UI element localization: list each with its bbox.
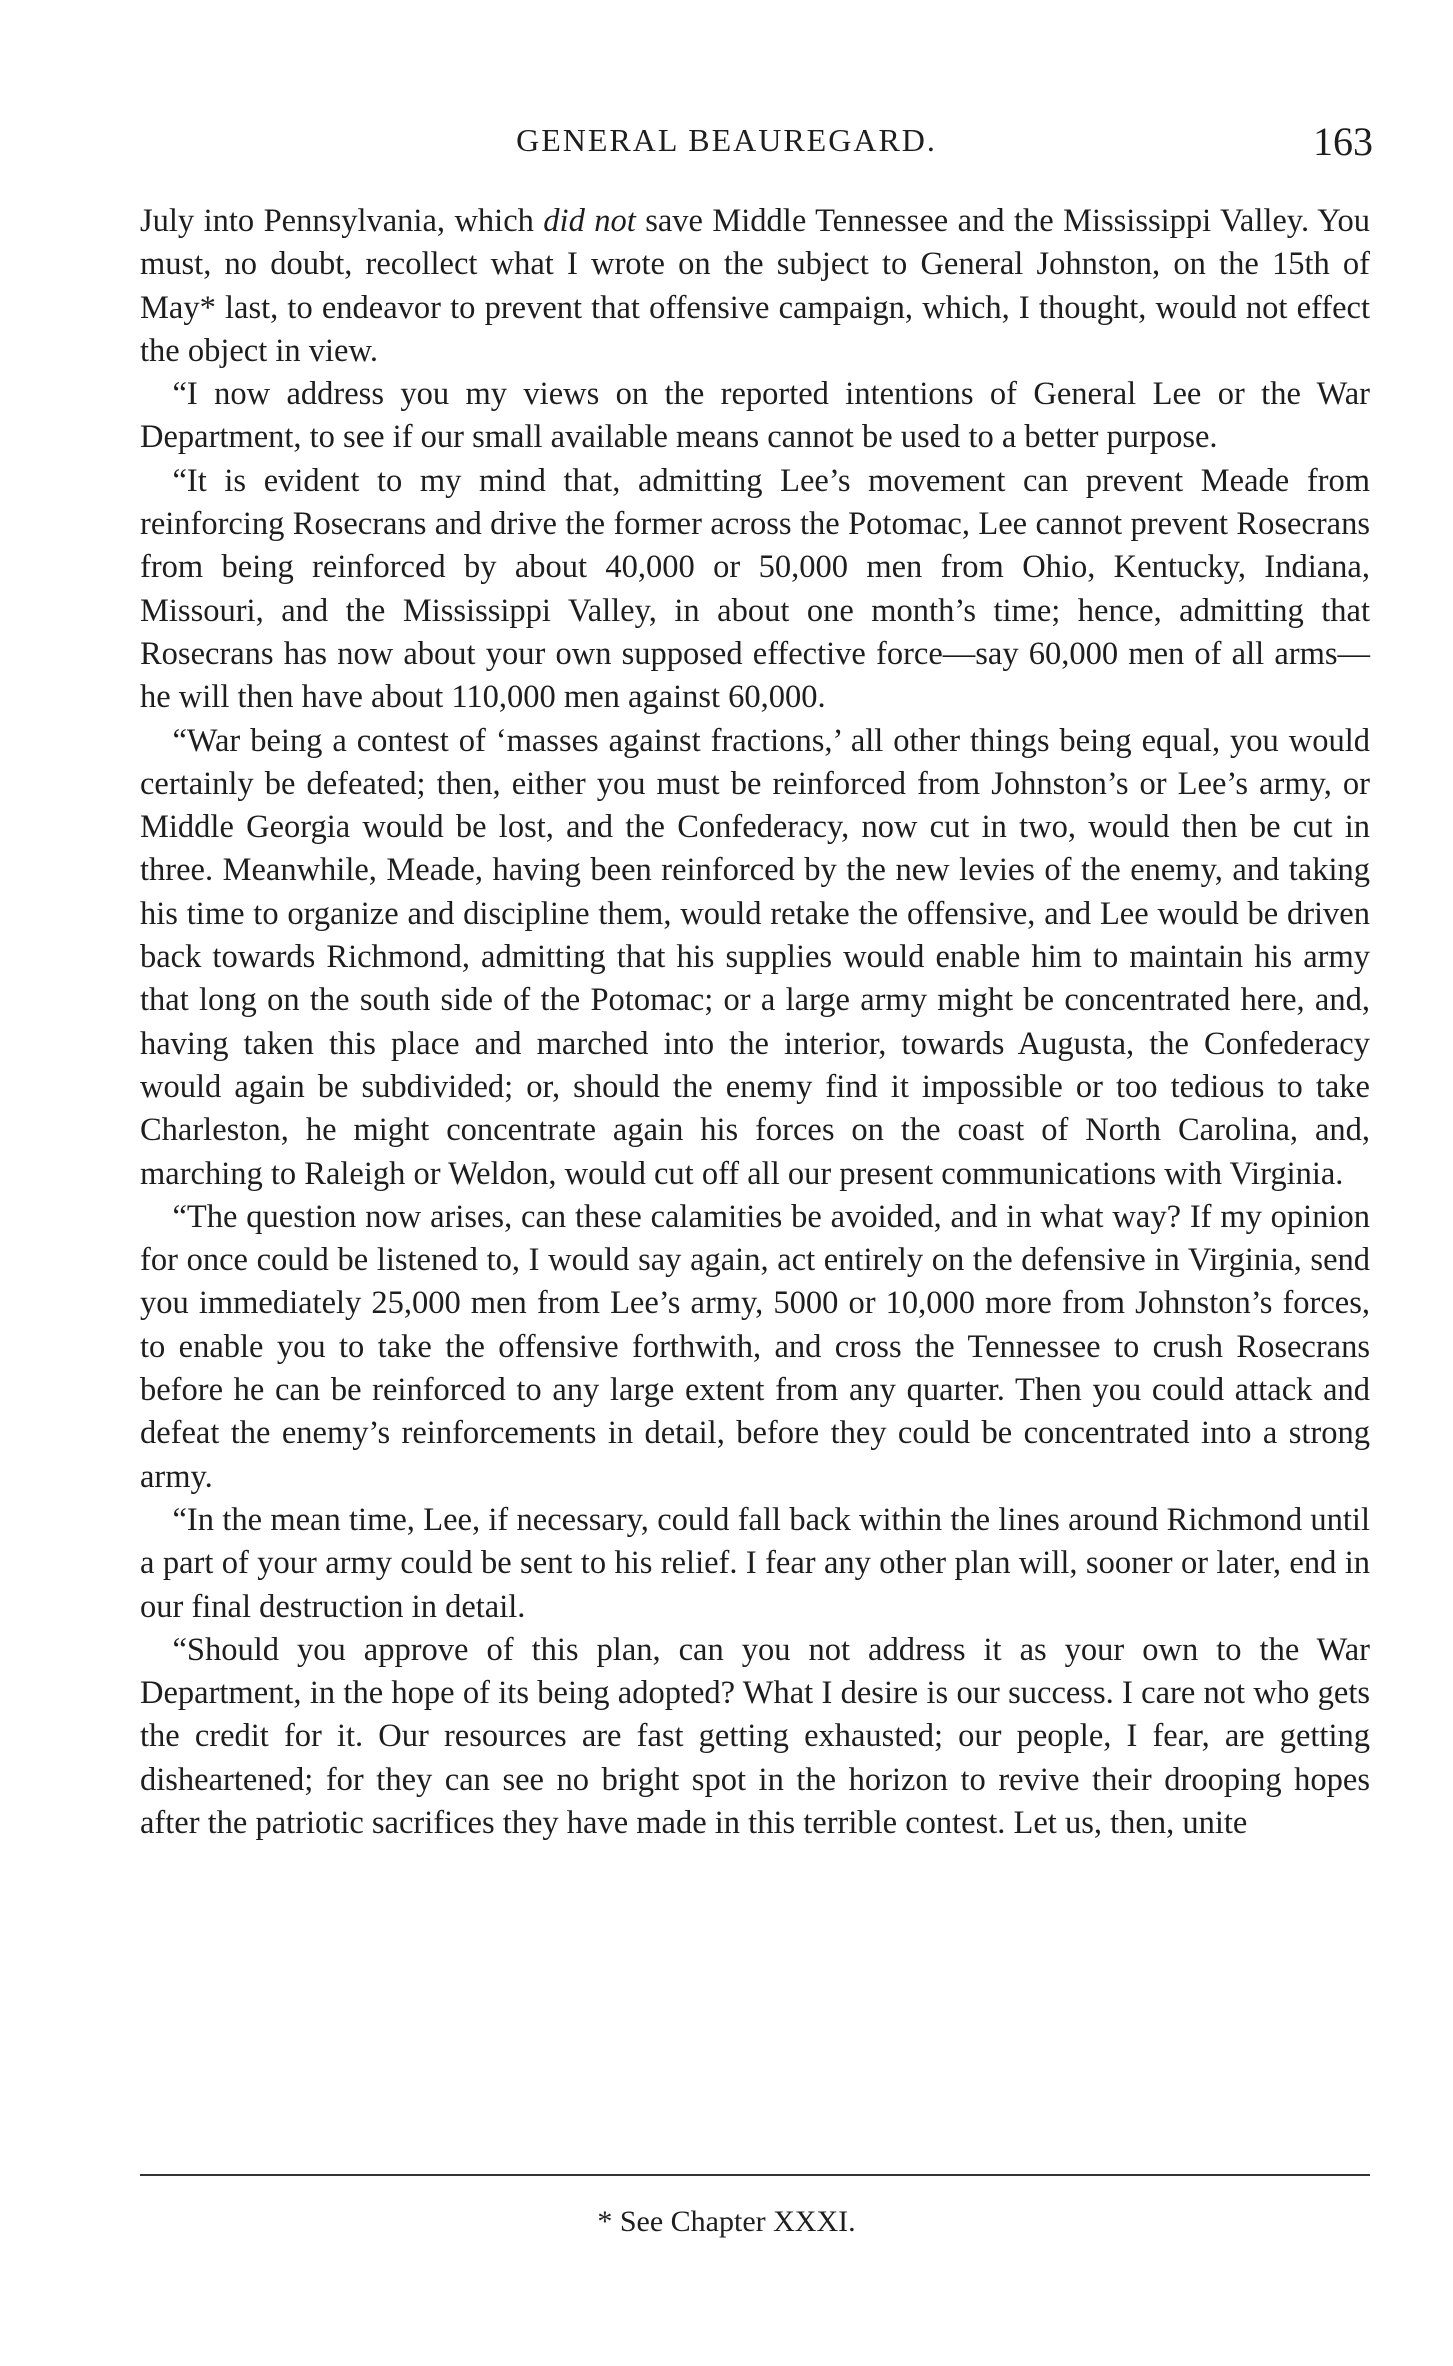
- paragraph-1: [140, 200, 1370, 373]
- paragraph-7: “Should you approve of this plan, can you not address it as your own to the War Department, in the hope of its being adopted? What I desire is our success. I care not who gets the credit for it. Our resources are fast getting exhausted; our people, I fear, are getting disheartened; for they can see no bright spot in the horizon to revive their drooping hopes after the patriotic sacrifices they have made in this terrible contest. Let us, then, unite: [140, 1631, 1370, 1841]
- body-text: [140, 200, 1370, 1845]
- footnote-rule: [140, 2174, 1370, 2176]
- paragraph-3: “It is evident to my mind that, admitting Lee’s movement can prevent Meade from reinforcing Rosecrans and drive the former across the Potomac, Lee cannot prevent Rosecrans from being reinforced by about 40,000 or 50,000 men from Ohio, Kentucky, Indiana, Missouri, and the Mississippi Valley, in about one month’s time; hence, admitting that Rosecrans has now about your own supposed effective force—say 60,000 men of all arms—he will then have about 110,000 men against 60,000.: [140, 462, 1370, 716]
- paragraph-2: “I now address you my views on the reported intentions of General Lee or the War Department, to see if our small available means cannot be used to a better purpose.: [140, 376, 1370, 456]
- paragraph-5: “The question now arises, can these calamities be avoided, and in what way? If my opinion for once could be listened to, I would say again, act entirely on the defensive in Virginia, send you immediately 25,000 men from Lee’s army, 5000 or 10,000 more from Johnston’s forces, to enable you to take the offensive forthwith, and cross the Tennessee to crush Rosecrans before he can be reinforced to any large extent from any quarter. Then you could attack and defeat the enemy’s reinforcements in detail, before they could be concentrated into a strong army.: [140, 1198, 1370, 1495]
- paragraph-4: “War being a contest of ‘masses against fractions,’ all other things being equal, you would certainly be defeated; then, either you must be reinforced from Johnston’s or Lee’s army, or Middle Georgia would be lost, and the Confederacy, now cut in two, would then be cut in three. Meanwhile, Meade, having been reinforced by the new levies of the enemy, and taking his time to organize and discipline them, would retake the offensive, and Lee would be driven back towards Richmond, admitting that his supplies would enable him to maintain his army that long on the south side of the Potomac; or a large army might be concentrated here, and, having taken this place and marched into the interior, towards Augusta, the Confederacy would again be subdivided; or, should the enemy find it impossible or too tedious to take Charleston, he might concentrate again his forces on the coast of North Carolina, and, marching to Raleigh or Weldon, would cut off all our present communications with Virginia.: [140, 722, 1370, 1192]
- italic-emphasis: did not: [543, 203, 636, 239]
- paragraph-1-start: July into Pennsylvania, which: [140, 203, 544, 239]
- page-number: 163: [1313, 119, 1373, 164]
- page-header: [0, 118, 1453, 178]
- footnote: * See Chapter XXXI.: [597, 2205, 856, 2238]
- paragraph-6: “In the mean time, Lee, if necessary, could fall back within the lines around Richmond until a part of your army could be sent to his relief. I fear any other plan will, sooner or later, end in our final destruction in detail.: [140, 1501, 1370, 1625]
- running-head: GENERAL BEAUREGARD.: [516, 122, 937, 158]
- paragraph-1-rest: save Middle Tennessee and the Mississippi Valley. You must, no doubt, recollect what I wrote on the subject to General Johnston, on the 15th of May* last, to endeavor to prevent that offensive campaign, which, I thought, would not effect the object in view.: [140, 203, 1370, 369]
